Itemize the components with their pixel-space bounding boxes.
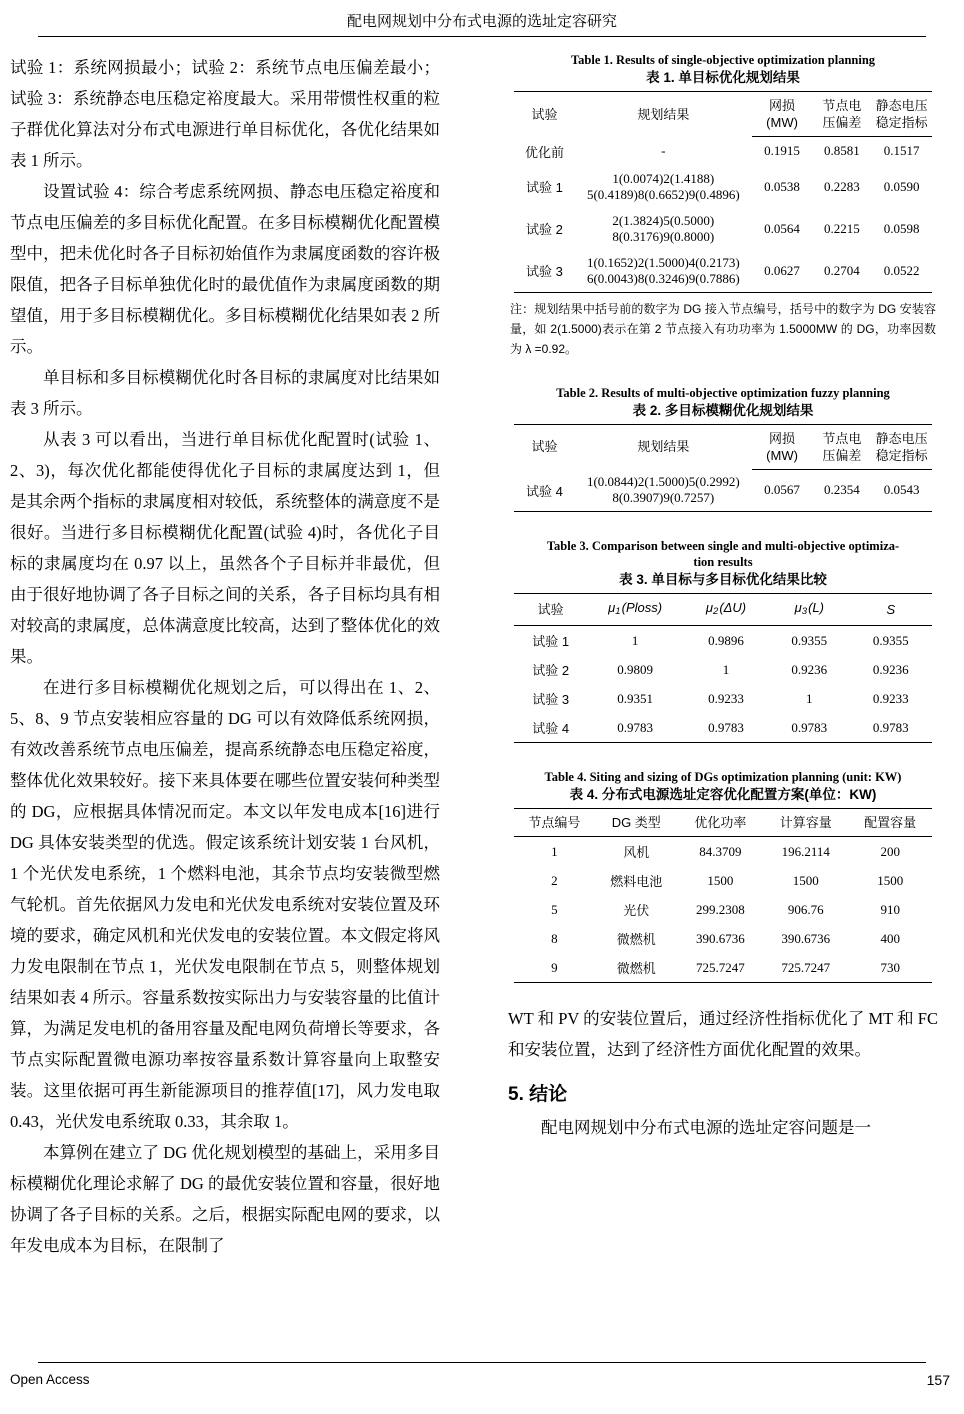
table-row — [514, 208, 932, 250]
page-number: 157 — [926, 1372, 950, 1388]
cell-value: 0.9783 — [587, 713, 683, 743]
cell-value: 1500 — [792, 872, 819, 888]
plan-result: 2(1.3824)5(0.5000) 8(0.3176)9(0.8000) — [612, 212, 715, 244]
cell-value: 0.9233 — [872, 690, 909, 706]
column-header: 网损 (MW) — [752, 424, 813, 469]
row-label: 试验 3 — [514, 250, 575, 293]
row-label: 优化前 — [524, 144, 564, 160]
cell-value: 1500 — [877, 872, 904, 888]
table-row — [514, 866, 932, 895]
cell-value: 0.9355 — [791, 632, 828, 648]
cell-value: 燃料电池 — [610, 874, 663, 889]
cell-value: 0.1915 — [764, 143, 800, 159]
cell-value: 0.9233 — [708, 690, 744, 706]
row-label: 试验 2 — [526, 222, 563, 237]
table-row — [514, 626, 932, 656]
cell-value: 0.2283 — [823, 178, 860, 194]
cell-value: 0.9783 — [769, 713, 850, 743]
cell-value: 0.0598 — [883, 220, 920, 236]
column-header: 节点电 压偏差 — [812, 92, 871, 137]
cell-value: 730 — [848, 953, 932, 983]
cell-value: 299.2308 — [696, 901, 745, 917]
cell-value: 390.6736 — [781, 930, 831, 946]
cell-value: 0.9783 — [683, 713, 769, 743]
paragraph: 在进行多目标模糊优化规划之后，可以得出在 1、2、5、8、9 节点安装相应容量的 DG 可以有效降低系统网损，有效改善系统节点电压偏差，提高系统静态电压稳定裕度，整体优化效果较好。接下来具体要在哪些位置安装何种类型的 DG，应根据具体情况而定。本文以年发电成本[16]进行 DG 具体安装类型的优选。假定该系统计划安装 1 台风机，1 个光伏发电系统，1 个燃料电池，其余节点均安装微型燃气轮机。首先依据风力发电和光伏发电系统对安装位置及环境的要求，确定风机和光伏发电的安装位置。本文假定将风力发电限制在节点 1，光伏发电限制在节点 5，则整体规划结果如表 4 所示。容量系数按实际出力与安装容量的比值计算，为满足发电机的备用容量及配电网负荷增长等要求，各节点实际配置微电源功率按容量系数计算容量向上取整安装。这里依据可再生新能源项目的推荐值[17]，风力发电取 0.43，光伏发电系统取 0.33，其余取 1。 — [10, 678, 440, 1131]
column-header: 试验 — [514, 92, 575, 137]
cell-value: 风机 — [623, 845, 650, 860]
paragraph: 从表 3 可以看出，当进行单目标优化配置时(试验 1、2、3)，每次优化都能使得优化子目标的隶属度达到 1，但是其余两个指标的隶属度相对较低，系统整体的满意度不是很好。当进行多目标模糊优化配置(试验 4)时，各优化子目标的隶属度均在 0.97 以上，虽然各个子目标并非最优，但由于很好地协调了各子目标之间的关系，各子目标均具有相对较高的隶属度，总体满意度比较高，达到了整体优化的效果。 — [10, 430, 440, 666]
cell-value: 910 — [880, 901, 900, 917]
column-header: 节点电 压偏差 — [812, 424, 871, 469]
table-1-caption-cn: 表 1. 单目标优化规划结果 — [646, 70, 800, 85]
running-head: 配电网规划中分布式电源的选址定容研究 — [346, 13, 617, 30]
row-label: 试验 3 — [532, 692, 570, 707]
column-header: $\mu_2$ (ΔU) — [683, 594, 769, 626]
column-header: DG 类型 — [595, 809, 678, 837]
cell-value: 0.2354 — [812, 469, 871, 512]
cell-value: 5 — [551, 901, 558, 917]
column-header: 计算容量 — [763, 809, 848, 837]
row-label: 试验 4 — [514, 469, 575, 512]
table-4-caption-en: Table 4. Siting and sizing of DGs optimization planning (unit: KW) — [544, 770, 902, 784]
cell-value: 390.6736 — [696, 930, 745, 946]
footer-divider — [38, 1362, 926, 1363]
column-header: 优化功率 — [678, 809, 763, 837]
cell-value: 1 — [806, 690, 813, 706]
cell-value: 0.0522 — [871, 250, 932, 293]
cell-value: 725.7247 — [678, 953, 763, 983]
column-header: 规划结果 — [575, 92, 752, 137]
left-column — [10, 52, 440, 1261]
paragraph: WT 和 PV 的安装位置后，通过经济性指标优化了 MT 和 FC 和安装位置，达到了经济性方面优化配置的效果。 — [508, 1009, 938, 1059]
table-row — [514, 837, 932, 867]
column-header: 静态电压 稳定指标 — [871, 424, 932, 469]
column-header: 静态电压 稳定指标 — [871, 92, 932, 137]
cell-value: 0.9896 — [708, 632, 744, 648]
table-row — [514, 953, 932, 983]
cell-value: 725.7247 — [763, 953, 848, 983]
cell-value: 400 — [880, 930, 900, 946]
table-3-caption-en: Table 3. Comparison between single and multi-objective optimiza- tion results — [546, 539, 900, 569]
row-label: 试验 1 — [532, 634, 570, 649]
right-column — [508, 52, 938, 1143]
table-3-block — [508, 538, 938, 743]
cell-value: 0.9355 — [872, 632, 909, 648]
row-label: 试验 1 — [526, 180, 563, 195]
cell-value: 0.0590 — [883, 178, 920, 194]
table-row — [514, 895, 932, 924]
table-2 — [514, 424, 932, 513]
table-row — [514, 684, 932, 713]
cell-value: 0.0627 — [752, 250, 813, 293]
plan-result: - — [661, 143, 666, 158]
column-header: 网损 (MW) — [752, 92, 813, 137]
column-header: $\mu_1$ (Ploss) — [587, 594, 683, 626]
plan-result: 1(0.1652)2(1.5000)4(0.2173) 6(0.0043)8(0.3246)9(0.7886) — [575, 250, 752, 293]
row-label: 试验 4 — [514, 713, 587, 743]
cell-value: 2 — [551, 872, 558, 888]
cell-value: 8 — [551, 930, 558, 946]
cell-value: 0.8581 — [823, 143, 860, 159]
cell-value: 196.2114 — [781, 843, 830, 859]
cell-value: 906.76 — [787, 901, 824, 917]
table-1 — [514, 91, 932, 293]
plan-result: 1(0.0074)2(1.4188) 5(0.4189)8(0.6652)9(0.4896) — [586, 170, 740, 202]
cell-value: 1 — [551, 843, 558, 859]
table-1-caption-en: Table 1. Results of single-objective optimization planning — [570, 53, 876, 67]
table-row — [514, 137, 932, 166]
column-header: 配置容量 — [848, 809, 932, 837]
row-label: 试验 2 — [532, 663, 570, 678]
table-row — [514, 250, 932, 293]
cell-value: 9 — [514, 953, 595, 983]
cell-value: 1500 — [707, 872, 734, 888]
paragraph: 本算例在建立了 DG 优化规划模型的基础上，采用多目标模糊优化理论求解了 DG 的最优安装位置和容量，很好地协调了各子目标的关系。之后，根据实际配电网的要求，以年发电成本为目标，在限制了 — [10, 1143, 440, 1255]
column-header: 节点编号 — [514, 809, 595, 837]
cell-value: 0.0567 — [752, 469, 813, 512]
table-4-block — [508, 769, 938, 983]
table-2-caption-cn: 表 2. 多目标模糊优化规划结果 — [632, 402, 814, 418]
cell-value: 0.0543 — [871, 469, 932, 512]
table-1-note: 注：规划结果中括号前的数字为 DG 接入节点编号，括号中的数字为 DG 安装容量，如 2(1.5000)表示在第 2 节点接入有功功率为 1.5000MW 的 DG，功率因数为 λ =0.92。 — [510, 301, 936, 356]
section-heading: 5. 结论 — [508, 1084, 568, 1105]
column-header: $\mu_3$ (L) — [769, 594, 850, 626]
footer-open-access: Open Access — [10, 1372, 90, 1387]
cell-value: 微燃机 — [595, 953, 678, 983]
cell-value: 1 — [631, 632, 639, 648]
cell-value: 200 — [880, 843, 900, 859]
cell-value: 0.0538 — [764, 178, 800, 194]
cell-value: 微燃机 — [616, 932, 656, 947]
column-header: 试验 — [514, 594, 587, 626]
paragraph: 单目标和多目标模糊优化时各目标的隶属度对比结果如表 3 所示。 — [10, 368, 440, 418]
cell-value: 0.0564 — [764, 220, 800, 236]
table-3 — [514, 593, 932, 743]
header-divider — [38, 36, 926, 37]
cell-value: 0.9351 — [617, 690, 653, 706]
paragraph: 配电网规划中分布式电源的选址定容问题是一 — [541, 1118, 871, 1137]
table-4-caption-cn: 表 4. 分布式电源选址定容优化配置方案(单位：KW) — [569, 787, 877, 802]
table-row — [514, 166, 932, 208]
cell-value: 0.9783 — [850, 713, 932, 743]
table-row — [514, 713, 932, 743]
paragraph: 设置试验 4：综合考虑系统网损、静态电压稳定裕度和节点电压偏差的多目标优化配置。在多目标模糊优化配置模型中，把未优化时各子目标初始值作为隶属度函数的容许极限值，把各子目标单独优化时的最优值作为隶属度函数的期望值，用于多目标模糊优化。多目标模糊优化结果如表 2 所示。 — [10, 182, 440, 356]
cell-value: 0.9809 — [617, 661, 653, 677]
cell-value: 0.9236 — [872, 661, 909, 677]
paragraph: 试验 1：系统网损最小；试验 2：系统节点电压偏差最小；试验 3：系统静态电压稳定裕度最大。采用带惯性权重的粒子群优化算法对分布式电源进行单目标优化，各优化结果如表 1 所示。 — [10, 58, 440, 170]
cell-value: 0.9236 — [791, 661, 828, 677]
column-header: 试验 — [514, 424, 575, 469]
cell-value: 0.2704 — [812, 250, 871, 293]
table-4 — [514, 808, 932, 983]
plan-result: 1(0.0844)2(1.5000)5(0.2992) 8(0.3907)9(0.7257) — [575, 469, 752, 512]
cell-value: 0.2215 — [823, 220, 860, 236]
cell-value: 84.3709 — [699, 843, 742, 859]
table-row — [514, 924, 932, 953]
cell-value: 0.1517 — [883, 143, 920, 159]
table-3-caption-cn: 表 3. 单目标与多目标优化结果比较 — [619, 572, 827, 587]
table-2-block — [508, 385, 938, 513]
table-2-caption-en: Table 2. Results of multi-objective optimization fuzzy planning — [556, 385, 890, 400]
column-header: 规划结果 — [575, 424, 752, 469]
column-header: S — [850, 594, 932, 626]
cell-value: 光伏 — [623, 903, 650, 918]
table-row — [514, 469, 932, 512]
cell-value: 1 — [722, 661, 730, 677]
table-row — [514, 655, 932, 684]
table-1-block — [508, 52, 938, 359]
